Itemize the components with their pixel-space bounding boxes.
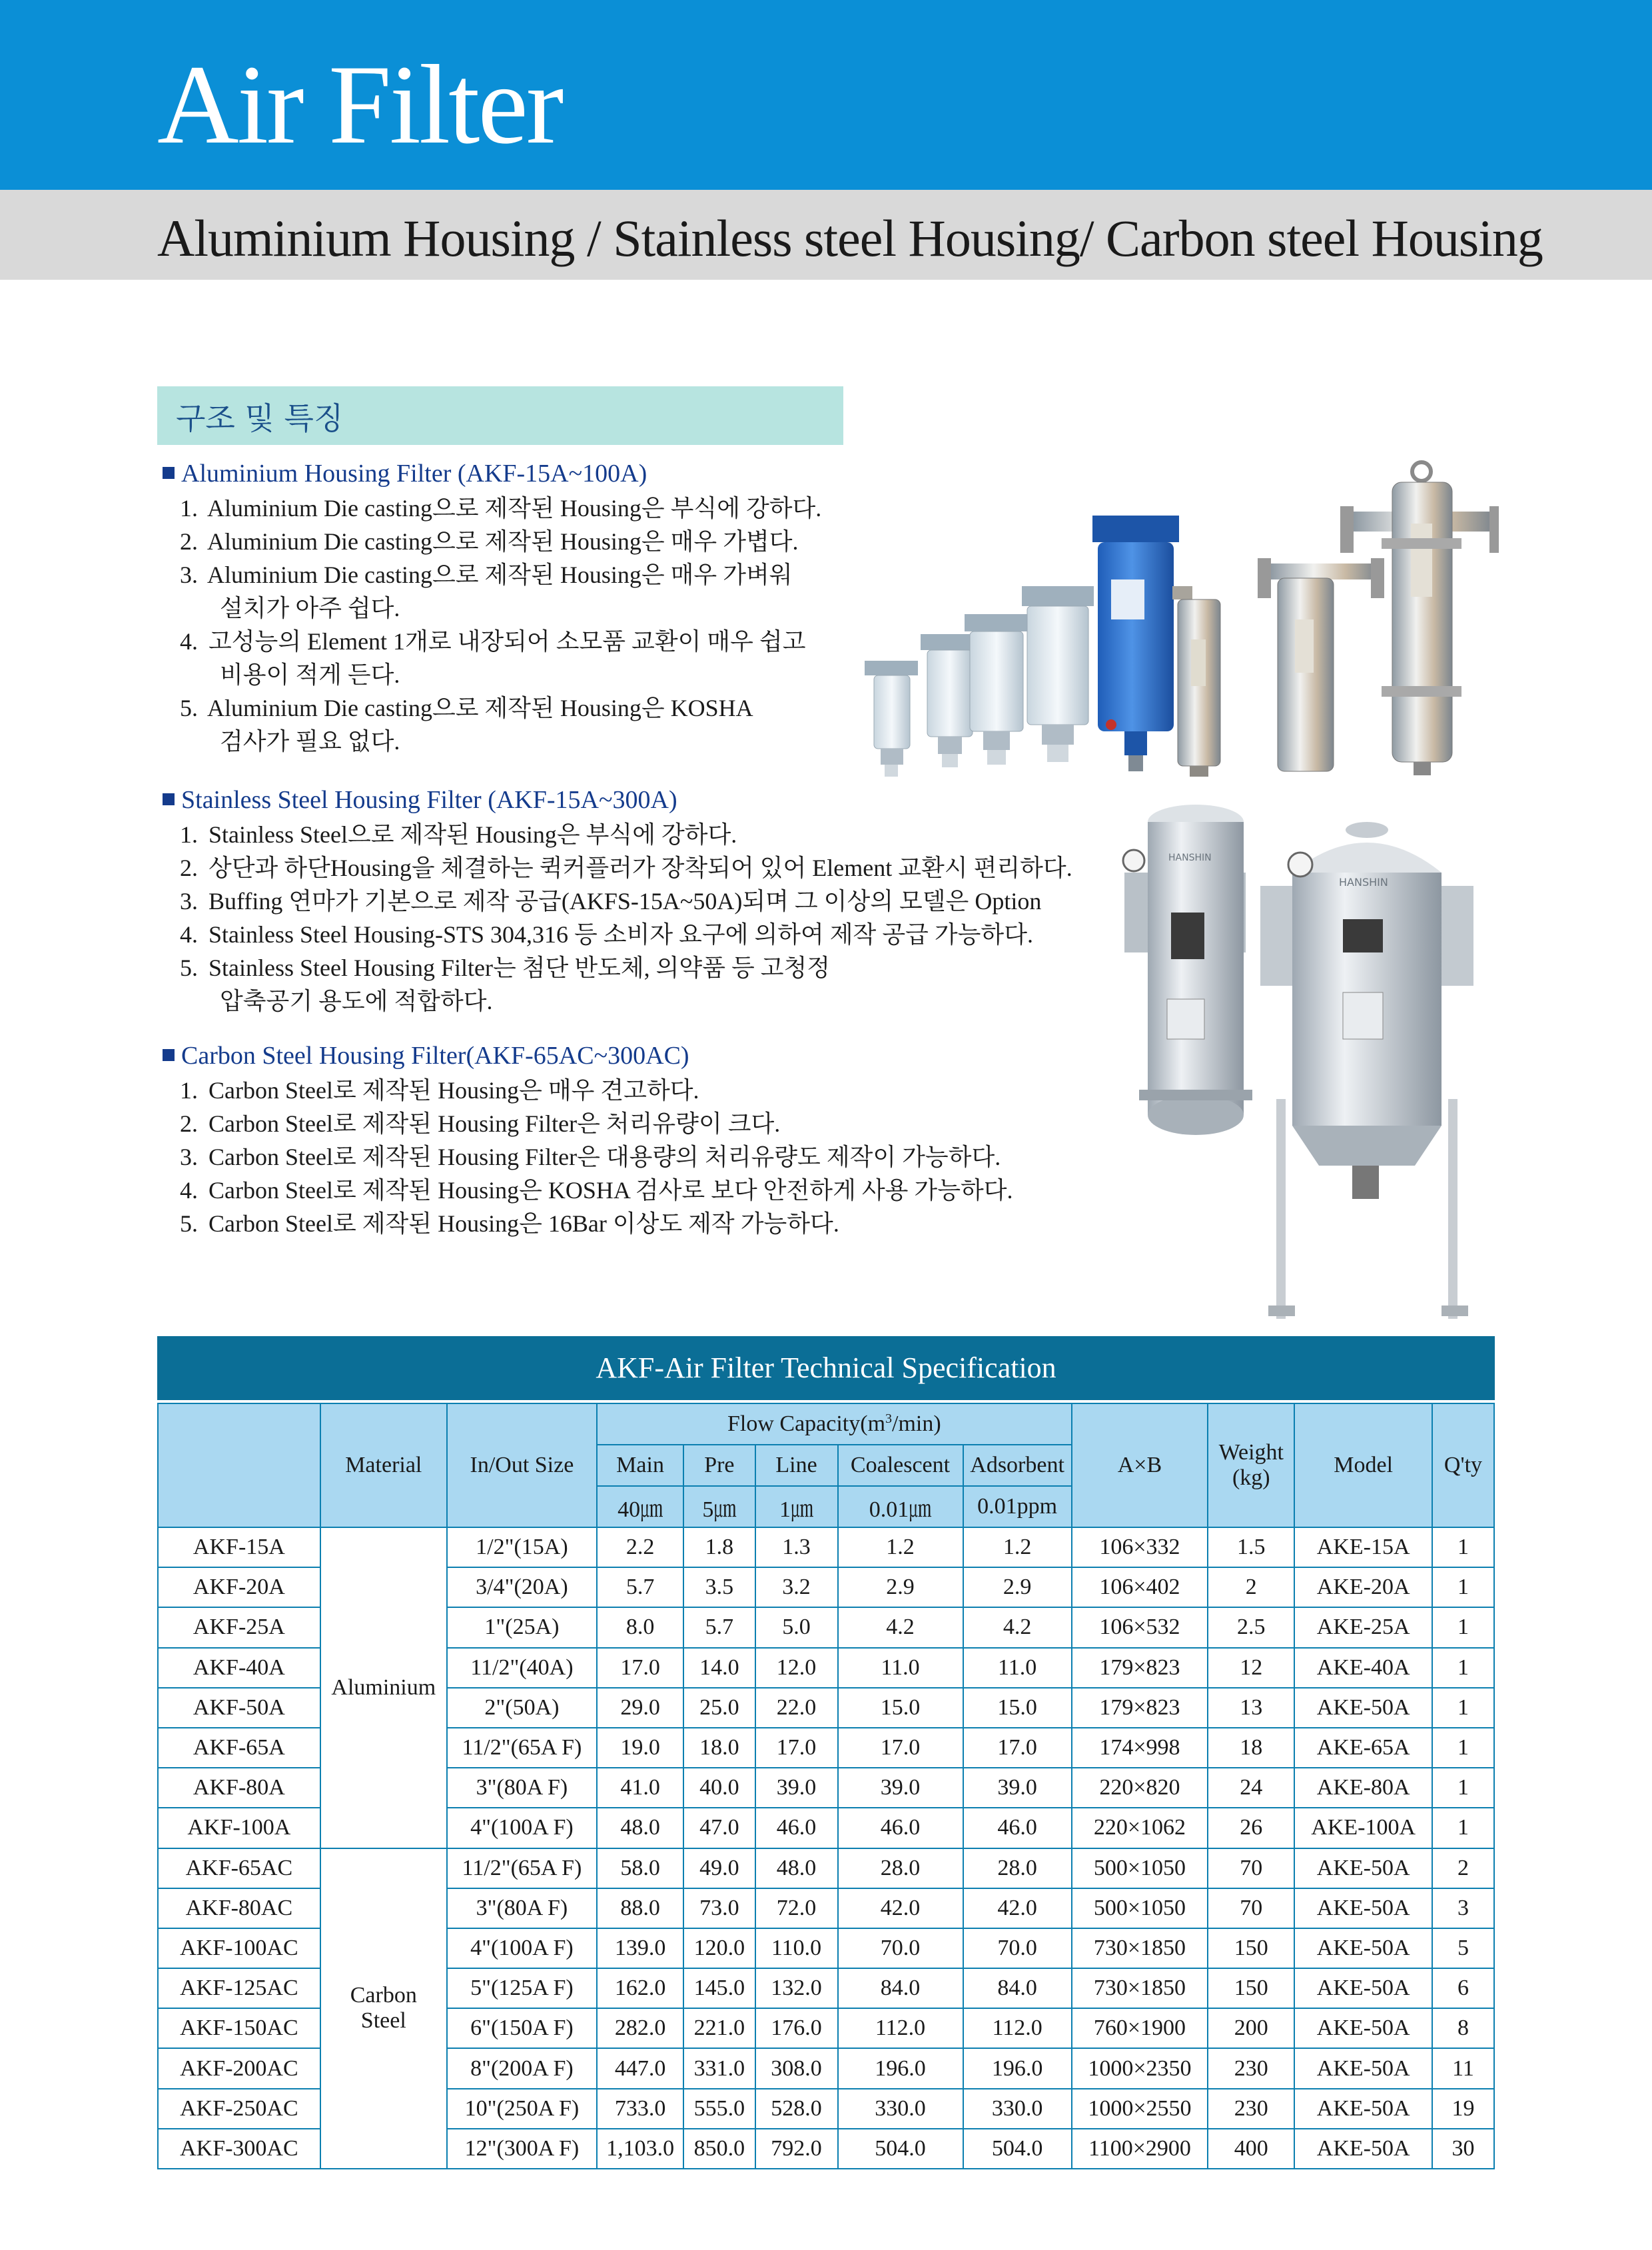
cell-model-code: AKF-100A xyxy=(158,1808,320,1848)
cell-weight: 26 xyxy=(1208,1808,1294,1848)
cell-weight: 13 xyxy=(1208,1688,1294,1728)
header-coalescent: Coalescent xyxy=(838,1445,963,1486)
cell-inout: 1/2"(15A) xyxy=(447,1527,597,1567)
square-bullet-icon xyxy=(163,467,175,479)
cell-pre: 3.5 xyxy=(683,1567,755,1607)
list-item: 1. Stainless Steel으로 제작된 Housing은 부식에 강하다. xyxy=(180,821,737,848)
cell-line: 1.3 xyxy=(755,1527,838,1567)
list-item: 3. Buffing 연마가 기본으로 제작 공급(AKFS-15A~50A)되며 그 이상의 모델은 Option xyxy=(180,888,1042,915)
cell-main: 1,103.0 xyxy=(597,2129,683,2169)
cell-pre: 47.0 xyxy=(683,1808,755,1848)
cell-axb: 106×332 xyxy=(1072,1527,1208,1567)
cell-inout: 12"(300A F) xyxy=(447,2129,597,2169)
cell-model-code: AKF-65AC xyxy=(158,1848,320,1888)
cell-weight: 200 xyxy=(1208,2008,1294,2048)
cell-weight: 2.5 xyxy=(1208,1607,1294,1647)
cell-coalescent: 70.0 xyxy=(838,1928,963,1968)
feature-aluminium xyxy=(163,457,821,758)
cell-model-code: AKF-40A xyxy=(158,1648,320,1688)
cell-pre: 14.0 xyxy=(683,1648,755,1688)
cell-model-code: AKF-250AC xyxy=(158,2089,320,2129)
feature-stainless xyxy=(163,783,1072,1018)
cell-main: 88.0 xyxy=(597,1888,683,1928)
cell-qty: 1 xyxy=(1432,1648,1494,1688)
cell-qty: 1 xyxy=(1432,1567,1494,1607)
cell-main: 139.0 xyxy=(597,1928,683,1968)
feature-heading: Aluminium Housing Filter (AKF-15A~100A) xyxy=(163,457,821,490)
cell-axb: 1000×2350 xyxy=(1072,2048,1208,2088)
cell-line: 308.0 xyxy=(755,2048,838,2088)
cell-main: 58.0 xyxy=(597,1848,683,1888)
cell-model-code: AKF-150AC xyxy=(158,2008,320,2048)
cell-qty: 2 xyxy=(1432,1848,1494,1888)
cell-element-model: AKE-50A xyxy=(1294,1848,1432,1888)
cell-inout: 3/4"(20A) xyxy=(447,1567,597,1607)
header-pre-sub: 5㎛ xyxy=(683,1486,755,1527)
cell-axb: 220×820 xyxy=(1072,1768,1208,1808)
cell-adsorbent: 112.0 xyxy=(963,2008,1072,2048)
material-aluminium: Aluminium xyxy=(320,1527,447,1848)
list-item: 3. Carbon Steel로 제작된 Housing Filter은 대용량의 처리유량도 제작이 가능하다. xyxy=(180,1144,1001,1170)
cell-adsorbent: 2.9 xyxy=(963,1567,1072,1607)
cell-element-model: AKE-50A xyxy=(1294,2129,1432,2169)
list-item: 4. 고성능의 Element 1개로 내장되어 소모품 교환이 매우 쉽고 비용이 적게 든다. xyxy=(180,628,806,688)
cell-qty: 6 xyxy=(1432,1968,1494,2008)
cell-coalescent: 46.0 xyxy=(838,1808,963,1848)
material-carbon-steel: Carbon Steel xyxy=(320,1848,447,2169)
cell-weight: 18 xyxy=(1208,1728,1294,1768)
cell-pre: 331.0 xyxy=(683,2048,755,2088)
cell-model-code: AKF-20A xyxy=(158,1567,320,1607)
header-blank xyxy=(158,1403,320,1527)
cell-inout: 6"(150A F) xyxy=(447,2008,597,2048)
cell-main: 41.0 xyxy=(597,1768,683,1808)
cell-coalescent: 4.2 xyxy=(838,1607,963,1647)
cell-model-code: AKF-200AC xyxy=(158,2048,320,2088)
cell-model-code: AKF-80A xyxy=(158,1768,320,1808)
cell-coalescent: 196.0 xyxy=(838,2048,963,2088)
cell-main: 19.0 xyxy=(597,1728,683,1768)
cell-coalescent: 42.0 xyxy=(838,1888,963,1928)
title-band xyxy=(0,0,1652,190)
cell-model-code: AKF-25A xyxy=(158,1607,320,1647)
cell-element-model: AKE-50A xyxy=(1294,1888,1432,1928)
cell-coalescent: 28.0 xyxy=(838,1848,963,1888)
cell-weight: 12 xyxy=(1208,1648,1294,1688)
cell-pre: 49.0 xyxy=(683,1848,755,1888)
cell-weight: 230 xyxy=(1208,2048,1294,2088)
cell-axb: 179×823 xyxy=(1072,1648,1208,1688)
header-main-sub: 40㎛ xyxy=(597,1486,683,1527)
cell-main: 8.0 xyxy=(597,1607,683,1647)
cell-main: 5.7 xyxy=(597,1567,683,1607)
header-inout: In/Out Size xyxy=(447,1403,597,1527)
cell-element-model: AKE-40A xyxy=(1294,1648,1432,1688)
cell-element-model: AKE-50A xyxy=(1294,2089,1432,2129)
cell-inout: 3"(80A F) xyxy=(447,1888,597,1928)
cell-coalescent: 11.0 xyxy=(838,1648,963,1688)
brand-label: HANSHIN xyxy=(1339,876,1388,889)
cell-line: 5.0 xyxy=(755,1607,838,1647)
cell-inout: 3"(80A F) xyxy=(447,1768,597,1808)
cell-adsorbent: 42.0 xyxy=(963,1888,1072,1928)
list-item: 1. Carbon Steel로 제작된 Housing은 매우 견고하다. xyxy=(180,1077,699,1104)
cell-axb: 106×532 xyxy=(1072,1607,1208,1647)
header-line: Line xyxy=(755,1445,838,1486)
header-coalescent-sub: 0.01㎛ xyxy=(838,1486,963,1527)
cell-axb: 106×402 xyxy=(1072,1567,1208,1607)
list-item: 3. Aluminium Die casting으로 제작된 Housing은 매우 가벼워 설치가 아주 쉽다. xyxy=(180,562,793,621)
cell-line: 792.0 xyxy=(755,2129,838,2169)
cell-pre: 25.0 xyxy=(683,1688,755,1728)
cell-qty: 5 xyxy=(1432,1928,1494,1968)
cell-qty: 1 xyxy=(1432,1808,1494,1848)
list-item: 5. Stainless Steel Housing Filter는 첨단 반도체, 의약품 등 고청정 압축공기 용도에 적합하다. xyxy=(180,954,831,1014)
cell-weight: 2 xyxy=(1208,1567,1294,1607)
feature-list xyxy=(163,818,1072,1018)
cell-adsorbent: 39.0 xyxy=(963,1768,1072,1808)
list-item: 5. Aluminium Die casting으로 제작된 Housing은 KOSHA 검사가 필요 없다. xyxy=(180,695,753,755)
cell-inout: 8"(200A F) xyxy=(447,2048,597,2088)
cell-main: 17.0 xyxy=(597,1648,683,1688)
cell-axb: 730×1850 xyxy=(1072,1928,1208,1968)
cell-weight: 150 xyxy=(1208,1968,1294,2008)
header-material: Material xyxy=(320,1403,447,1527)
list-item: 4. Carbon Steel로 제작된 Housing은 KOSHA 검사로 보다 안전하게 사용 가능하다. xyxy=(180,1177,1013,1204)
cell-pre: 120.0 xyxy=(683,1928,755,1968)
cell-model-code: AKF-50A xyxy=(158,1688,320,1728)
cell-adsorbent: 1.2 xyxy=(963,1527,1072,1567)
cell-main: 2.2 xyxy=(597,1527,683,1567)
cell-coalescent: 1.2 xyxy=(838,1527,963,1567)
cell-line: 110.0 xyxy=(755,1928,838,1968)
cell-model-code: AKF-100AC xyxy=(158,1928,320,1968)
table-row xyxy=(158,1848,1494,1888)
cell-element-model: AKE-25A xyxy=(1294,1607,1432,1647)
cell-element-model: AKE-50A xyxy=(1294,1968,1432,2008)
cell-axb: 1100×2900 xyxy=(1072,2129,1208,2169)
page-title: Air Filter xyxy=(157,42,562,167)
cell-line: 12.0 xyxy=(755,1648,838,1688)
cell-axb: 730×1850 xyxy=(1072,1968,1208,2008)
cell-adsorbent: 17.0 xyxy=(963,1728,1072,1768)
cell-pre: 18.0 xyxy=(683,1728,755,1768)
header-qty: Q'ty xyxy=(1432,1403,1494,1527)
cell-axb: 500×1050 xyxy=(1072,1848,1208,1888)
brand-label: HANSHIN xyxy=(1168,853,1212,863)
spec-table-body xyxy=(158,1527,1494,2169)
carbon-steel-housing-photo xyxy=(1119,799,1492,1319)
square-bullet-icon xyxy=(163,793,175,805)
square-bullet-icon xyxy=(163,1049,175,1061)
section-title-box xyxy=(157,386,843,445)
cell-axb: 1000×2550 xyxy=(1072,2089,1208,2129)
cell-element-model: AKE-20A xyxy=(1294,1567,1432,1607)
header-model: Model xyxy=(1294,1403,1432,1527)
cell-line: 132.0 xyxy=(755,1968,838,2008)
feature-carbon xyxy=(163,1039,1013,1240)
feature-list xyxy=(163,1074,1013,1240)
cell-qty: 1 xyxy=(1432,1688,1494,1728)
cell-qty: 8 xyxy=(1432,2008,1494,2048)
cell-coalescent: 39.0 xyxy=(838,1768,963,1808)
cell-weight: 70 xyxy=(1208,1888,1294,1928)
subtitle-band xyxy=(0,190,1652,280)
list-item: 2. 상단과 하단Housing을 체결하는 퀵커플러가 장착되어 있어 Element 교환시 편리하다. xyxy=(180,855,1072,881)
cell-model-code: AKF-300AC xyxy=(158,2129,320,2169)
cell-line: 3.2 xyxy=(755,1567,838,1607)
cell-line: 528.0 xyxy=(755,2089,838,2129)
cell-coalescent: 504.0 xyxy=(838,2129,963,2169)
cell-adsorbent: 11.0 xyxy=(963,1648,1072,1688)
cell-model-code: AKF-80AC xyxy=(158,1888,320,1928)
list-item: 4. Stainless Steel Housing-STS 304,316 등 소비자 요구에 의하여 제작 공급 가능하다. xyxy=(180,921,1033,948)
cell-inout: 11/2"(65A F) xyxy=(447,1848,597,1888)
cell-coalescent: 330.0 xyxy=(838,2089,963,2129)
cell-model-code: AKF-15A xyxy=(158,1527,320,1567)
cell-line: 72.0 xyxy=(755,1888,838,1928)
cell-weight: 400 xyxy=(1208,2129,1294,2169)
filter-lineup-photo xyxy=(859,460,1499,786)
cell-pre: 5.7 xyxy=(683,1607,755,1647)
cell-coalescent: 112.0 xyxy=(838,2008,963,2048)
spec-table xyxy=(157,1403,1495,2169)
cell-inout: 11/2"(65A F) xyxy=(447,1728,597,1768)
cell-adsorbent: 504.0 xyxy=(963,2129,1072,2169)
cell-pre: 850.0 xyxy=(683,2129,755,2169)
header-main: Main xyxy=(597,1445,683,1486)
cell-inout: 10"(250A F) xyxy=(447,2089,597,2129)
cell-line: 39.0 xyxy=(755,1768,838,1808)
cell-adsorbent: 46.0 xyxy=(963,1808,1072,1848)
cell-weight: 230 xyxy=(1208,2089,1294,2129)
cell-element-model: AKE-50A xyxy=(1294,1688,1432,1728)
header-line-sub: 1㎛ xyxy=(755,1486,838,1527)
cell-coalescent: 15.0 xyxy=(838,1688,963,1728)
section-title: 구조 및 특징 xyxy=(176,400,344,436)
cell-axb: 500×1050 xyxy=(1072,1888,1208,1928)
cell-adsorbent: 330.0 xyxy=(963,2089,1072,2129)
cell-weight: 24 xyxy=(1208,1768,1294,1808)
cell-line: 22.0 xyxy=(755,1688,838,1728)
cell-coalescent: 84.0 xyxy=(838,1968,963,2008)
cell-main: 48.0 xyxy=(597,1808,683,1848)
cell-axb: 760×1900 xyxy=(1072,2008,1208,2048)
cell-inout: 5"(125A F) xyxy=(447,1968,597,2008)
cell-inout: 1"(25A) xyxy=(447,1607,597,1647)
spec-title: AKF-Air Filter Technical Specification xyxy=(157,1336,1495,1400)
cell-main: 733.0 xyxy=(597,2089,683,2129)
header-axb: A×B xyxy=(1072,1403,1208,1527)
page-subtitle: Aluminium Housing / Stainless steel Housing/ Carbon steel Housing xyxy=(157,209,1543,267)
cell-model-code: AKF-125AC xyxy=(158,1968,320,2008)
cell-model-code: AKF-65A xyxy=(158,1728,320,1768)
cell-axb: 179×823 xyxy=(1072,1688,1208,1728)
cell-coalescent: 2.9 xyxy=(838,1567,963,1607)
cell-inout: 2"(50A) xyxy=(447,1688,597,1728)
header-weight: Weight (kg) xyxy=(1208,1403,1294,1527)
cell-qty: 1 xyxy=(1432,1768,1494,1808)
header-adsorbent-sub: 0.01ppm xyxy=(963,1486,1072,1527)
cell-qty: 11 xyxy=(1432,2048,1494,2088)
cell-adsorbent: 28.0 xyxy=(963,1848,1072,1888)
cell-pre: 555.0 xyxy=(683,2089,755,2129)
cell-line: 46.0 xyxy=(755,1808,838,1848)
list-item: 1. Aluminium Die casting으로 제작된 Housing은 부식에 강하다. xyxy=(180,495,822,522)
cell-qty: 19 xyxy=(1432,2089,1494,2129)
cell-line: 176.0 xyxy=(755,2008,838,2048)
feature-heading: Carbon Steel Housing Filter(AKF-65AC~300AC) xyxy=(163,1039,1013,1072)
cell-pre: 73.0 xyxy=(683,1888,755,1928)
header-pre: Pre xyxy=(683,1445,755,1486)
cell-axb: 220×1062 xyxy=(1072,1808,1208,1848)
cell-element-model: AKE-100A xyxy=(1294,1808,1432,1848)
cell-qty: 1 xyxy=(1432,1607,1494,1647)
list-item: 2. Aluminium Die casting으로 제작된 Housing은 매우 가볍다. xyxy=(180,528,799,555)
cell-inout: 4"(100A F) xyxy=(447,1928,597,1968)
feature-list xyxy=(163,492,821,758)
cell-element-model: AKE-50A xyxy=(1294,1928,1432,1968)
cell-element-model: AKE-50A xyxy=(1294,2048,1432,2088)
cell-weight: 150 xyxy=(1208,1928,1294,1968)
cell-main: 162.0 xyxy=(597,1968,683,2008)
cell-element-model: AKE-15A xyxy=(1294,1527,1432,1567)
cell-adsorbent: 196.0 xyxy=(963,2048,1072,2088)
cell-pre: 221.0 xyxy=(683,2008,755,2048)
cell-adsorbent: 84.0 xyxy=(963,1968,1072,2008)
header-flow-capacity: Flow $Capacity(m^3/\min)$ xyxy=(597,1403,1072,1445)
cell-weight: 70 xyxy=(1208,1848,1294,1888)
cell-axb: 174×998 xyxy=(1072,1728,1208,1768)
list-item: 5. Carbon Steel로 제작된 Housing은 16Bar 이상도 제작 가능하다. xyxy=(180,1210,839,1237)
cell-line: 17.0 xyxy=(755,1728,838,1768)
cell-inout: 11/2"(40A) xyxy=(447,1648,597,1688)
cell-line: 48.0 xyxy=(755,1848,838,1888)
cell-pre: 145.0 xyxy=(683,1968,755,2008)
cell-element-model: AKE-65A xyxy=(1294,1728,1432,1768)
cell-qty: 30 xyxy=(1432,2129,1494,2169)
cell-weight: 1.5 xyxy=(1208,1527,1294,1567)
cell-pre: 1.8 xyxy=(683,1527,755,1567)
cell-adsorbent: 4.2 xyxy=(963,1607,1072,1647)
feature-heading: Stainless Steel Housing Filter (AKF-15A~300A) xyxy=(163,783,1072,817)
cell-main: 29.0 xyxy=(597,1688,683,1728)
cell-adsorbent: 15.0 xyxy=(963,1688,1072,1728)
cell-element-model: AKE-80A xyxy=(1294,1768,1432,1808)
cell-element-model: AKE-50A xyxy=(1294,2008,1432,2048)
cell-qty: 1 xyxy=(1432,1527,1494,1567)
cell-qty: 1 xyxy=(1432,1728,1494,1768)
cell-main: 447.0 xyxy=(597,2048,683,2088)
list-item: 2. Carbon Steel로 제작된 Housing Filter은 처리유량이 크다. xyxy=(180,1110,781,1137)
cell-inout: 4"(100A F) xyxy=(447,1808,597,1848)
cell-pre: 40.0 xyxy=(683,1768,755,1808)
cell-coalescent: 17.0 xyxy=(838,1728,963,1768)
table-row xyxy=(158,1527,1494,1567)
cell-adsorbent: 70.0 xyxy=(963,1928,1072,1968)
cell-qty: 3 xyxy=(1432,1888,1494,1928)
cell-main: 282.0 xyxy=(597,2008,683,2048)
header-adsorbent: Adsorbent xyxy=(963,1445,1072,1486)
